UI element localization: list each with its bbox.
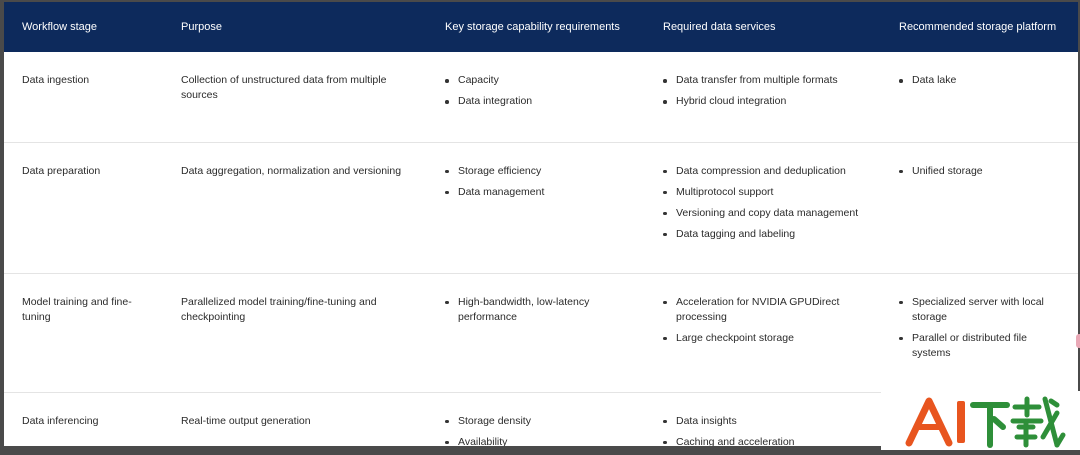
platforms-cell — [881, 273, 1078, 392]
list-item: Multiprotocol support — [663, 185, 869, 200]
list-item: Data transfer from multiple formats — [663, 73, 869, 88]
purpose-cell: Real-time output generation — [181, 414, 311, 427]
header-required-data-services: Required data services — [645, 2, 881, 52]
list-item: Data integration — [445, 94, 633, 109]
storage-requirements-document — [4, 2, 1078, 446]
table-row — [4, 273, 1078, 392]
capabilities-cell — [427, 392, 645, 446]
services-list — [663, 295, 869, 346]
services-cell — [645, 273, 881, 392]
capabilities-list — [445, 414, 633, 447]
list-item: Capacity — [445, 73, 633, 88]
services-list — [663, 73, 869, 109]
list-item: Hybrid cloud integration — [663, 94, 869, 109]
scroll-indicator[interactable] — [1076, 334, 1080, 348]
services-list — [663, 414, 869, 447]
list-item: Availability — [445, 435, 633, 447]
ai-download-logo-icon — [881, 391, 1080, 450]
list-item: Large checkpoint storage — [663, 331, 869, 346]
stage-cell: Data ingestion — [22, 74, 90, 86]
workflow-storage-table — [4, 2, 1078, 446]
capabilities-list — [445, 73, 633, 109]
header-workflow-stage: Workflow stage — [4, 2, 163, 52]
header-key-storage-capability: Key storage capability requirements — [427, 2, 645, 52]
services-cell — [645, 392, 881, 446]
capabilities-cell — [427, 52, 645, 142]
header-purpose: Purpose — [163, 2, 427, 52]
platforms-cell — [881, 142, 1078, 273]
list-item: Specialized server with local storage — [899, 295, 1066, 325]
list-item: Unified storage — [899, 164, 1066, 179]
capabilities-list — [445, 164, 633, 200]
list-item: Caching and acceleration — [663, 435, 869, 447]
services-list — [663, 164, 869, 242]
list-item: Versioning and copy data management — [663, 206, 869, 221]
platforms-list — [899, 164, 1066, 179]
list-item: Data lake — [899, 73, 1066, 88]
table-row — [4, 52, 1078, 142]
services-cell — [645, 52, 881, 142]
table-header-row — [4, 2, 1078, 52]
stage-cell: Data inferencing — [22, 414, 99, 427]
list-item: Parallel or distributed file systems — [899, 331, 1066, 361]
list-item: Acceleration for NVIDIA GPUDirect processing — [663, 295, 869, 325]
list-item: Data management — [445, 185, 633, 200]
header-recommended-platform: Recommended storage platform — [881, 2, 1078, 52]
stage-cell: Data preparation — [22, 164, 101, 177]
table-row — [4, 142, 1078, 273]
stage-cell: Model training and fine-tuning — [22, 295, 132, 323]
platforms-list — [899, 73, 1066, 88]
list-item: High-bandwidth, low-latency performance — [445, 295, 633, 325]
purpose-cell: Parallelized model training/fine-tuning and checkpointing — [181, 295, 377, 323]
list-item: Data tagging and labeling — [663, 227, 869, 242]
platforms-cell — [881, 52, 1078, 142]
platforms-list — [899, 295, 1066, 361]
capabilities-list — [445, 295, 633, 325]
capabilities-cell — [427, 142, 645, 273]
capabilities-cell — [427, 273, 645, 392]
list-item: Storage density — [445, 414, 633, 429]
list-item: Storage efficiency — [445, 164, 633, 179]
watermark-logo — [881, 391, 1080, 450]
list-item: Data insights — [663, 414, 869, 429]
services-cell — [645, 142, 881, 273]
purpose-cell: Collection of unstructured data from multiple sources — [181, 74, 387, 101]
purpose-cell: Data aggregation, normalization and versioning — [181, 164, 402, 177]
list-item: Data compression and deduplication — [663, 164, 869, 179]
